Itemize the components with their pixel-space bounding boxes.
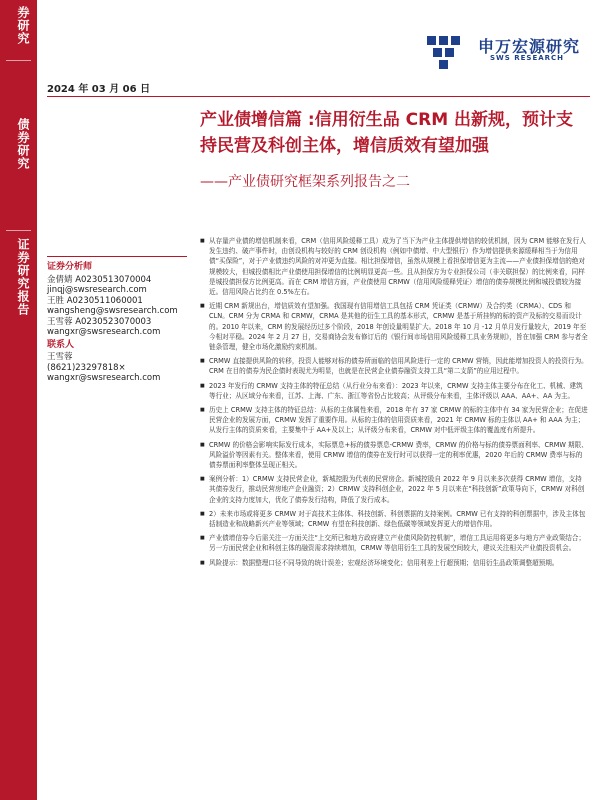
summary-paragraph: ■ 2023 年发行的 CRMW 支持主体的特征总结（从行业分布来看）：2023 年以来，CRMW 支持主体主要分布在化工、机械、建筑等行业；从区域分布来看，江苏、上海、广东、浙江等省份占比较高；从评级分布来看，主体评级以 AAA、AA+、AA 为主。: [200, 381, 588, 401]
analyst-block: [47, 262, 187, 384]
contact-heading: 联系人: [47, 339, 75, 350]
summary-paragraph: ■ 从存量产业债的增信机制来看，CRM（信用风险缓释工具）成为了当下为产业主体提供增信的较优机制，因为 CRM 能够在发行人发生违约、破产事件时，由创设机构与较好的 CRM 创设机构（例如中债增、中大型银行）作为增信提供来源缓释相当于为信用债“买保险”，对于产业债违约风险的对冲更为直接。相比担保增信，虽然从规模上看担保增信更为主流——产业债担保增信的绝对规模较大，但城投债相比产业债使用担保增信的比例明显更高一些。且从担保方为专业担保公司（非关联担保）的比例来看，同样是城投债担保方比例更高。而在 CRM 增信方面，产业债使用 CRMW（信用风险缓释凭证）增信的债券规模比例和城投债较为接近。信用风险占比约在 0.5%左右。: [200, 236, 588, 297]
contact-email-link[interactable]: wangxr@swsresearch.com: [47, 373, 161, 383]
report-date: 2024 年 03 月 06 日: [47, 84, 151, 95]
summary-paragraph: ■ 风险提示：数据整理口径不同导致的统计误差；宏观经济环境变化；信用利差上行超预期；信用衍生品政策调整超预期。: [200, 558, 588, 568]
analyst-line: 王雪蓉 A0230523070003: [47, 316, 152, 327]
logo-subtext: SWS RESEARCH: [490, 54, 565, 62]
summary-paragraph: ■ 2）未来市场或将更多 CRMW 对于高技术主体体、科技创新、科创票据的支持案例。CRMW 已有支持的科创票据中，涉及主体包括制造业和战略新兴产业等领域；CRMW 有望在科技创新、绿色低碳等领域发挥更大的增信作用。: [200, 509, 588, 529]
analyst-email-link[interactable]: wangxr@swsresearch.com: [47, 327, 161, 337]
sidebar-mid-label: 债券研究: [16, 118, 30, 170]
analyst-heading: 证券分析师: [47, 262, 93, 272]
header-divider: [47, 96, 590, 97]
sidebar-divider: [6, 230, 31, 231]
summary-paragraph: ■ 产业债增信券今后需关注一方面关注“上交所已和地方政府建立产业债风险防控机制”，增信工具运用将更多与地方产业政策结合；另一方面民营企业和科创主体的融资需求持续增加，CRMW 等信用衍生工具的发展空间较大，建议关注相关产业债投资机会。: [200, 533, 588, 553]
sidebar-divider: [6, 60, 31, 61]
analyst-line: 王胜 A0230511060001: [47, 295, 143, 306]
analyst-divider: [47, 256, 187, 257]
contact-phone: (8621)23297818×: [47, 362, 126, 373]
report-summary: [200, 236, 588, 572]
report-title: 产业债增信篇 :信用衍生品 CRM 出新规，预计支持民营及科创主体，增信质效有望加强: [200, 110, 574, 156]
summary-paragraph: ■ CRMW 的价格会影响实际发行成本，实际票息+标的债券票息-CRMW 费率，CRMW 的价格与标的债券票面利率、CRMW 期限、风险溢价等因素有关。整体来看，使用 CRMW 增信的债券在发行时可以获得一定的利率优惠，2020 年后的 CRMW 费率与标的债券票面利率整体呈现正相关。: [200, 440, 588, 471]
logo-text: 申万宏源研究: [478, 37, 581, 56]
sidebar-bottom-label: 证券研究报告: [16, 238, 30, 316]
summary-paragraph: ■ 案例分析：1）CRMW 支持民营企业，新城控股为代表的民营房企。新城控股自 2022 年 9 月以来多次获得 CRMW 增信，支持其债券发行，推动民营房地产企业融资；2）CRMW 支持科创企业，2022 年 5 月以来在“科技创新”政策导向下，CRMW 对科创企业的支持力度加大，优化了债券发行结构，降低了发行成本。: [200, 474, 588, 505]
sidebar-top-label: 券研究: [16, 6, 30, 45]
report-subtitle: ——产业债研究框架系列报告之二: [200, 174, 410, 190]
summary-paragraph: ■ 历史上 CRMW 支持主体的特征总结：从标的主体属性来看，2018 年有 37 家 CRMW 的标的主体中有 34 家为民营企业；在促进民营企业的发展方面，CRMW 发挥了重要作用。从标的主体的信用资质来看，2021 年 CRMW 标的主体以 AA+ 和 AAA 为主；从发行主体的资质来看，主要集中于 AA+及以上；从评级分布来看，CRMW 对中低评级主体的覆盖度有所提升。: [200, 405, 588, 436]
analyst-email-link[interactable]: wangsheng@swsresearch.com: [47, 306, 178, 316]
contact-line: 王雪蓉: [47, 352, 73, 362]
summary-paragraph: ■ CRMW 直接提供风险的转移，投资人能够对标的债券所面临的信用风险进行一定的 CRMW 营销，因此能增加投资人的投资行为。CRM 在目的债券为民企债时表现尤为明显，也就是在民营企业债券融资支持工具“第二支箭”的应用过程中。: [200, 356, 588, 376]
sidebar: [0, 0, 37, 800]
analyst-email-link[interactable]: jinqj@swsresearch.com: [47, 285, 147, 295]
analyst-line: 金倩婧 A0230513070004: [47, 274, 152, 285]
summary-paragraph: ■ 近期 CRM 新规出台，增信质效有望加强。我国现有信用增信工具包括 CRM 凭证类（CRMW）及合约类（CRMA）、CDS 和 CLN。CRM 分为 CRMA 和 CRMW，CRMA 是其他的衍生工具的基本形式，CRMW 是基于所挂钩的标的资产及标的交易而设计的。2010 年以来，CRM 的发展经历过多个阶段，2018 年创设量明显扩大。2018 年 10 月 -12 月单月发行量较大，2019 年至今相对平稳。2024 年 2 月 27 日，交易商协会发布修订后的《银行间市场信用风险缓释工具业务规则》，旨在加强 CRM 参与者全链条管理，健全市场化激励约束机制。: [200, 301, 588, 352]
